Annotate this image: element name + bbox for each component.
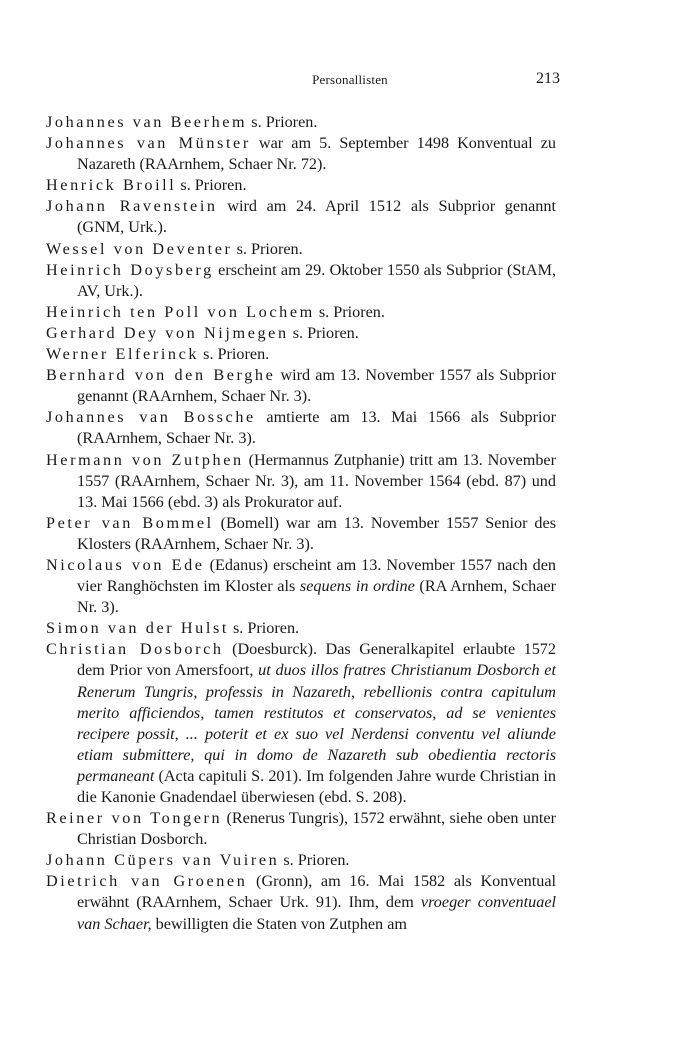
person-name: Wessel von Deventer [46, 239, 233, 258]
person-entry [46, 850, 556, 871]
running-head [0, 70, 700, 90]
running-title: Personallisten [312, 72, 388, 87]
person-list [46, 112, 556, 935]
person-entry [46, 513, 556, 555]
entry-text: (RA Arnhem, Schaer Nr. 3). [77, 577, 556, 617]
person-name: Johannes van Bossche [46, 408, 256, 427]
entry-text: bewilligten die Staten von Zutphen am [151, 914, 407, 933]
person-name: Johannes van Beerhem [46, 113, 248, 131]
person-entry [46, 196, 556, 238]
person-entry [46, 112, 556, 133]
entry-text: s. Prioren. [247, 113, 318, 131]
entry-text: s. Prioren. [176, 176, 247, 195]
person-name: Nicolaus von Ede [46, 555, 205, 574]
person-entry [46, 407, 556, 449]
entry-text: (Doesburck). Das Generalkapitel erlaubte 1572 dem Prior von Amersfoort, [77, 640, 556, 680]
person-entry [46, 323, 556, 344]
person-name: Johann Cüpers van Vuiren [46, 851, 280, 870]
person-entry [46, 365, 556, 407]
entry-text: war am 5. September 1498 Konventual zu Nazareth (RAArnhem, Schaer Nr. 72). [77, 134, 556, 174]
person-name: Heinrich ten Poll von Lochem [46, 302, 315, 321]
person-entry [46, 344, 556, 365]
page-number: 213 [536, 70, 560, 87]
person-entry [46, 618, 556, 639]
entry-text: wird am 24. April 1512 als Subprior genannt (GNM, Urk.). [77, 197, 556, 237]
person-name: Gerhard Dey von Nijmegen [46, 323, 289, 342]
entry-text: amtierte am 13. Mai 1566 als Subprior (RAArnhem, Schaer Nr. 3). [77, 408, 556, 448]
latin-quotation: sequens in ordine [299, 577, 415, 596]
entry-text: (Gronn), am 16. Mai 1582 als Konventual erwähnt (RAArnhem, Schaer Urk. 91). Ihm, dem [77, 872, 557, 912]
entry-text: (Edanus) erscheint am 13. November 1557 nach den vier Ranghöchsten im Kloster als [77, 555, 557, 596]
person-name: Christian Dosborch [46, 640, 224, 659]
entry-text: s. Prioren. [288, 323, 359, 342]
person-entry [46, 260, 556, 302]
person-name: Peter van Bommel [46, 513, 214, 532]
entry-text: (Acta capituli S. 201). Im folgenden Jahre wurde Christian in die Kanonie Gnadendael überwiesen (ebd. S. 208). [77, 766, 556, 806]
entry-text: s. Prioren. [232, 239, 303, 258]
person-entry [46, 871, 556, 934]
entry-text: (Bomell) war am 13. November 1557 Senior des Klosters (RAArnhem, Schaer Nr. 3). [77, 513, 556, 553]
person-entry [46, 239, 556, 260]
person-entry [46, 133, 556, 175]
person-name: Hermann von Zutphen [46, 450, 244, 469]
person-entry [46, 175, 556, 196]
person-entry [46, 808, 556, 850]
entry-text: erscheint am 29. Oktober 1550 als Subprior (StAM, AV, Urk.). [77, 260, 557, 300]
latin-quotation: ut duos illos fratres Christianum Dosborch et Renerum Tungris, professis in Nazareth, rebellionis contra capitulum merito afficiendos, tamen restitutos et conservatos, ad se venientes recipere possit, ... poterit et ex suo vel Nerdensi conventu vel aliunde etiam submittere, qui in domo de Nazareth sub obedientia rectoris permaneant [77, 661, 556, 785]
person-name: Bernhard von den Berghe [46, 366, 276, 385]
person-name: Dietrich van Groenen [46, 872, 248, 891]
entry-text: (Hermannus Zutphanie) tritt am 13. November 1557 (RAArnhem, Schaer Nr. 3), am 11. November 1564 (ebd. 87) und 13. Mai 1566 (ebd. 3) als Prokurator auf. [77, 450, 556, 511]
person-entry [46, 639, 556, 808]
person-name: Henrick Broill [46, 176, 177, 195]
person-name: Simon van der Hulst [46, 619, 229, 638]
person-name: Heinrich Doysberg [46, 260, 214, 279]
entry-text: s. Prioren. [279, 851, 350, 870]
entry-text: (Renerus Tungris), 1572 erwähnt, siehe oben unter Christian Dosborch. [77, 809, 556, 849]
entry-text: wird am 13. November 1557 als Subprior genannt (RAArnhem, Schaer Nr. 3). [77, 366, 556, 406]
person-name: Werner Elferinck [46, 345, 200, 364]
person-entry [46, 555, 556, 618]
entry-text: s. Prioren. [314, 302, 385, 321]
person-entry [46, 302, 556, 323]
person-name: Johann Ravenstein [46, 197, 218, 216]
entry-text: s. Prioren. [228, 619, 300, 638]
person-entry [46, 450, 556, 513]
entry-text: s. Prioren. [199, 345, 270, 364]
latin-quotation: vroeger conventuael van Schaer, [77, 893, 556, 933]
person-name: Reiner von Tongern [46, 809, 223, 828]
person-name: Johannes van Münster [46, 134, 251, 153]
